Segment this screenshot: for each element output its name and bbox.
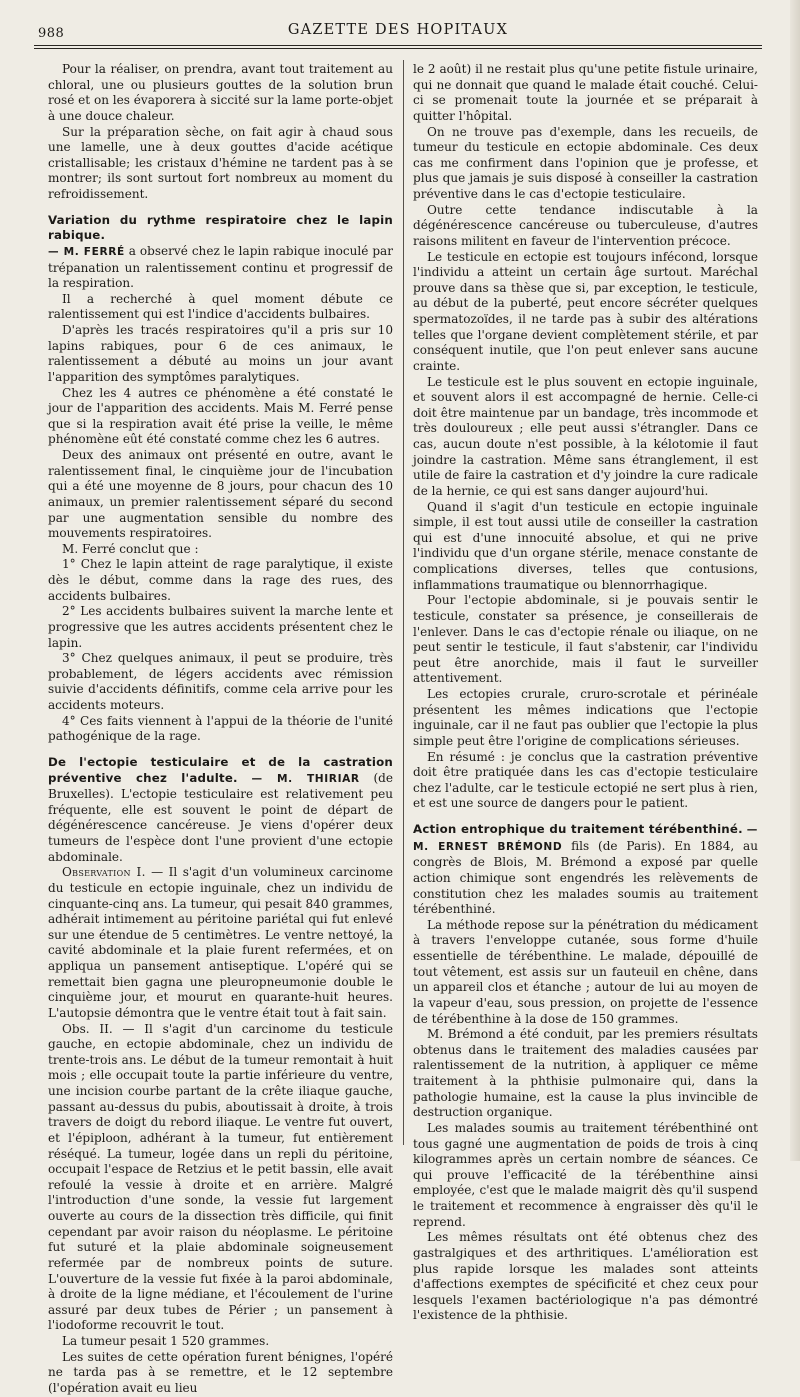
section-lead: a observé chez le lapin rabique inoculé par trépanation un ralentissement continu et progressif de la respiration. <box>48 243 393 291</box>
section-heading-terebenthine <box>413 822 758 918</box>
observation-text: — Il s'agit d'un volumineux carcinome du testicule en ectopie inguinale, chez un individu de cinquante-cinq ans. La tumeur, qui pesait 840 grammes, adhérait intimement au péritoine pariétal qui fut enlevé sur une étendue de 5 centimètres. Le ventre nettoyé, la cavité abdominale et la plaie furent refermées, et on appliqua un pansement antiseptique. L'opéré qui se remettait bien gagna une pleuropneumonie double le cinquième jour, et mourut en quarante-huit heures. L'autopsie démontra que le ventre était tout à fait sain. <box>48 865 394 1020</box>
observation-2: Obs. II. — Il s'agit d'un carcinome du testicule gauche, en ectopie abdominale, chez un individu de trente-trois ans. Le début de la tumeur remontait à huit mois ; elle occupait toute la partie inférieure du ventre, une incision courbe partant de la crête iliaque gauche, passant au-dessus du pubis, aboutissait à droite, à trois travers de doigt du rebord iliaque. Le ventre fut ouvert, et l'épiploon, adhérant à la tumeur, fut entièrement réséqué. La tumeur, logée dans un repli du péritoine, occupait l'espace de Retzius et le petit bassin, elle avait refoulé la vessie à droite et en arrière. Malgré l'introduction d'une sonde, la vessie fut largement ouverte au cours de la dissection très difficile, qui finit cependant par avoir raison du néoplasme. Le péritoine fut suturé et la plaie abdominale soigneusement refermée par de nombreux points de suture. L'ouverture de la vessie fut fixée à la paroi abdominale, à droite de la ligne médiane, et l'écoulement de l'urine assuré par deux tubes de Périer ; un pansement à l'iodoforme recouvrit le tout. <box>48 1021 393 1333</box>
paragraph: Quand il s'agit d'un testicule en ectopie inguinale simple, il est tout aussi utile de conseiller la castration qui est d'une innocuité absolue, et qui ne prive l'individu que d'un organe stérile, menace constante de complications diverses, telles que contusions, inflammations traumatique ou blennorrhagique. <box>413 499 758 592</box>
paragraph: Pour l'ectopie abdominale, si je pouvais sentir le testicule, constater sa présence, je conseillerais de l'enlever. Dans le cas d'ectopie rénale ou iliaque, on ne peut sentir le testicule, il faut s'abstenir, car l'individu peut être anorchide, mais il faut le surveiller attentivement. <box>413 593 758 686</box>
left-column <box>48 62 393 1397</box>
section-heading-rage <box>48 213 393 292</box>
paragraph: D'après les tracés respiratoires qu'il a pris sur 10 lapins rabiques, pour 6 de ces animaux, le ralentissement a débuté au moins un jour avant l'apparition des symptômes paralytiques. <box>48 323 393 384</box>
paragraph: Deux des animaux ont présenté en outre, avant le ralentissement final, le cinquième jour de l'incubation qui a été une moyenne de 8 jours, pour chacun des 10 animaux, un premier ralentissement séparé du second par une augmentation sensible du nombre des mouvements respiratoires. <box>48 448 393 541</box>
paragraph: Les malades soumis au traitement térébenthiné ont tous gagné une augmentation de poids de trois à cinq kilogrammes après un certain nombre de séances. Ce qui prouve l'efficacité de la térébenthine ainsi employée, c'est que le malade maigrit dès qu'il suspend le traitement et recommence à engraisser dès qu'il le reprend. <box>413 1120 758 1229</box>
paragraph: Les mêmes résultats ont été obtenus chez des gastralgiques et des arthritiques. L'amélioration est plus rapide lorsque les malades sont atteints d'affections exemptes de spécificité et chez ceux pour lesquels l'examen bactériologique n'a pas démontré l'existence de la phthisie. <box>413 1230 758 1323</box>
paragraph: Le testicule est le plus souvent en ectopie inguinale, et souvent alors il est accompagné de hernie. Celle-ci doit être maintenue par un bandage, très incommode et très douloureux ; elle peut aussi s'étrangler. Dans ce cas, aucun doute n'est possible, à la kélotomie il faut joindre la castration. Même sans étranglement, il est utile de faire la castration et d'y joindre la cure radicale de la hernie, ce qui est sans danger aujourd'hui. <box>413 374 758 498</box>
section-author: — M. FERRÉ <box>48 245 125 258</box>
paragraph: M. Brémond a été conduit, par les premiers résultats obtenus dans le traitement des maladies causées par ralentissement de la nutrition, à appliquer ce même traitement à la phthisie pulmonaire qui, dans la pathologie humaine, est la cause la plus invincible de destruction organique. <box>413 1027 758 1120</box>
section-author: — M. ERNEST BRÉMOND <box>413 824 758 853</box>
spacer <box>48 745 393 755</box>
page-header <box>34 22 762 42</box>
paragraph: 4° Ces faits viennent à l'appui de la théorie de l'unité pathogénique de la rage. <box>48 713 393 744</box>
section-title: Variation du rythme respiratoire chez le lapin rabique. <box>48 212 393 243</box>
paragraph: En résumé : je conclus que la castration préventive doit être pratiquée dans les cas d'ectopie testiculaire chez l'adulte, car le testicule ectopié ne sert plus à rien, et est une source de dangers pour le patient. <box>413 749 758 811</box>
paragraph: La tumeur pesait 1 520 grammes. <box>62 1334 270 1348</box>
section-lead: (de Bruxelles). L'ectopie testiculaire est relativement peu fréquente, elle est souvent le point de départ de dégénérescence cancéreuse. Je viens d'opérer deux tumeurs de l'espèce dont l'une provient d'une ectopie abdominale. <box>48 770 393 864</box>
paragraph: On ne trouve pas d'exemple, dans les recueils, de tumeur du testicule en ectopie abdominale. Ces deux cas me confirment dans l'opinion que je professe, et plus que jamais je suis disposé à conseiller la castration préventive dans le cas d'ectopie testiculaire. <box>413 124 758 201</box>
column-divider <box>403 60 404 1145</box>
section-heading-ectopie <box>48 755 393 865</box>
section-title: Action entrophique du traitement térébenthiné. <box>413 822 743 836</box>
paragraph: Outre cette tendance indiscutable à la dégénérescence cancéreuse ou tuberculeuse, d'autres raisons militent en faveur de l'intervention précoce. <box>413 202 758 248</box>
page-edge-shadow <box>790 0 800 1161</box>
paragraph: Pour la réaliser, on prendra, avant tout traitement au chloral, une ou plusieurs gouttes de la solution brun rosé et on les évaporera à siccité sur la lame porte-objet à une douce chaleur. <box>48 62 393 123</box>
paragraph: 2° Les accidents bulbaires suivent la marche lente et progressive que les autres accidents présentent chez le lapin. <box>48 604 393 650</box>
header-rule-thin <box>34 48 762 49</box>
paragraph: 3° Chez quelques animaux, il peut se produire, très probablement, de légers accidents avec rémission suivie d'accidents définitifs, comme cela arrive pour les accidents moteurs. <box>48 651 393 712</box>
paragraph: Les ectopies crurale, cruro-scrotale et périnéale présentent les mêmes indications que l'ectopie inguinale, car il ne faut pas oublier que l'ectopie la plus simple peut être l'origine de complications sérieuses. <box>413 687 758 748</box>
header-rule <box>34 45 762 46</box>
section-lead: fils (de Paris). En 1884, au congrès de Blois, M. Brémond a exposé par quelle action chimique sont engendrés les relèvements de constitution chez les malades soumis au traitement térébenthiné. <box>413 838 758 917</box>
observation-label: Observation I. <box>62 865 146 880</box>
spacer <box>413 812 758 822</box>
spacer <box>48 203 393 213</box>
paragraph: Chez les 4 autres ce phénomène a été constaté le jour de l'apparition des accidents. Mais M. Ferré pense que si la respiration avait été prise la veille, le même phénomène eût été constaté comme chez les 6 autres. <box>48 385 393 447</box>
paragraph: le 2 août) il ne restait plus qu'une petite fistule urinaire, qui ne donnait que quand le malade était couché. Celui-ci se promenait toute la journée et se préparait à quitter l'hôpital. <box>413 62 758 123</box>
paragraph: La méthode repose sur la pénétration du médicament à travers l'enveloppe cutanée, sous forme d'huile essentielle de térébenthine. Le malade, dépouillé de tout vêtement, est assis sur un fauteuil en chêne, dans un appareil clos et étanche ; autour de lui au moyen de la vapeur d'eau, sous pression, on projette de l'essence de térébenthine à la dose de 150 grammes. <box>413 917 758 1026</box>
paragraph: Le testicule en ectopie est toujours infécond, lorsque l'individu a atteint un certain âge surtout. Maréchal prouve dans sa thèse que si, par exception, le testicule, au début de la puberté, peut encore sécréter quelques spermatozoïdes, il ne tarde pas à subir des altérations telles que l'organe devient complètement stérile, et par conséquent inutile, que l'on peut enlever sans aucune crainte. <box>413 249 758 373</box>
running-title: GAZETTE DES HOPITAUX <box>287 22 509 38</box>
paragraph: Les suites de cette opération furent bénignes, l'opéré ne tarda pas à se remettre, et le 12 septembre (l'opération avait eu lieu <box>48 1349 393 1395</box>
section-title: De l'ectopie testiculaire et de la castration préventive chez l'adulte. <box>48 754 393 785</box>
section-author: — M. THIRIAR <box>251 772 360 785</box>
paragraph: M. Ferré conclut que : <box>62 541 199 556</box>
right-column <box>413 62 758 1324</box>
paragraph: Il a recherché à quel moment débute ce ralentissement qui est l'indice d'accidents bulbaires. <box>48 291 393 322</box>
observation-1 <box>48 865 393 1021</box>
page-number: 988 <box>38 26 65 41</box>
paragraph: 1° Chez le lapin atteint de rage paralytique, il existe dès le début, comme dans la rage des rues, des accidents bulbaires. <box>48 557 393 603</box>
paragraph: Sur la préparation sèche, on fait agir à chaud sous une lamelle, une à deux gouttes d'acide acétique cristallisable; les cristaux d'hémine ne tardent pas à se montrer; ils sont surtout fort nombreux au moment du refroidissement. <box>48 124 393 201</box>
